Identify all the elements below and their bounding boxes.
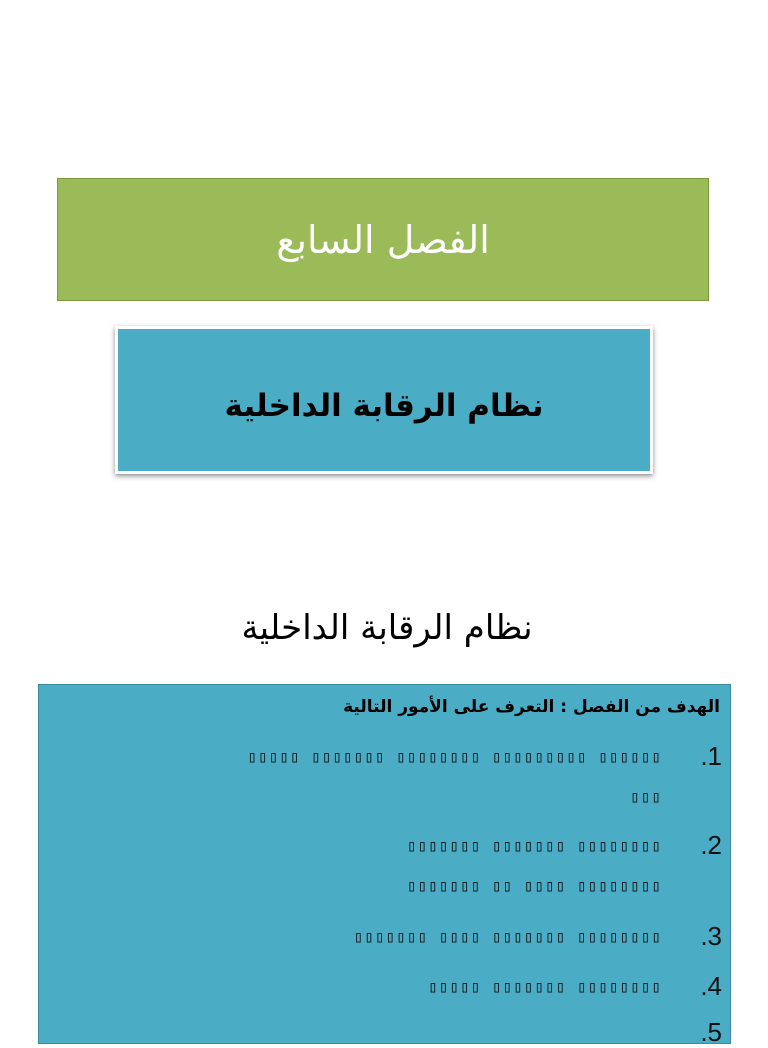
item-line: ▯▯▯ (630, 787, 662, 806)
subtitle-box (115, 326, 653, 474)
item-number: .1 (700, 741, 722, 771)
content-box (38, 684, 731, 1047)
slide-heading-wrap (0, 608, 768, 648)
item-line: ▯▯▯▯▯▯▯ ▯▯▯▯ ▯▯▯▯▯▯▯ ▯▯▯▯▯▯▯▯ (353, 927, 662, 946)
item-line: ▯▯▯▯▯▯▯ ▯▯▯▯▯▯▯ ▯▯▯▯▯▯▯▯ (406, 836, 662, 855)
item-line: ▯▯▯▯▯ ▯▯▯▯▯▯▯ ▯▯▯▯▯▯▯▯ ▯▯▯▯▯▯▯▯▯ ▯▯▯▯▯▯ (247, 747, 662, 766)
chapter-subtitle: نظام الرقابة الداخلية (224, 388, 544, 424)
item-number: .4 (700, 971, 722, 1001)
item-line: ▯▯▯▯▯ ▯▯▯▯▯▯▯ ▯▯▯▯▯▯▯▯ (428, 977, 662, 996)
item-number: .3 (700, 921, 722, 951)
chapter-title: الفصل السابع (276, 217, 490, 262)
item-number: .2 (700, 830, 722, 860)
item-number: .5 (700, 1017, 722, 1047)
item-line: ▯▯▯▯▯▯▯ ▯▯ ▯▯▯▯ ▯▯▯▯▯▯▯▯ (406, 876, 662, 895)
slide-heading: نظام الرقابة الداخلية (241, 608, 533, 648)
goal-statement: الهدف من الفصل : التعرف على الأمور التالية (343, 697, 720, 717)
chapter-title-box (57, 178, 709, 301)
